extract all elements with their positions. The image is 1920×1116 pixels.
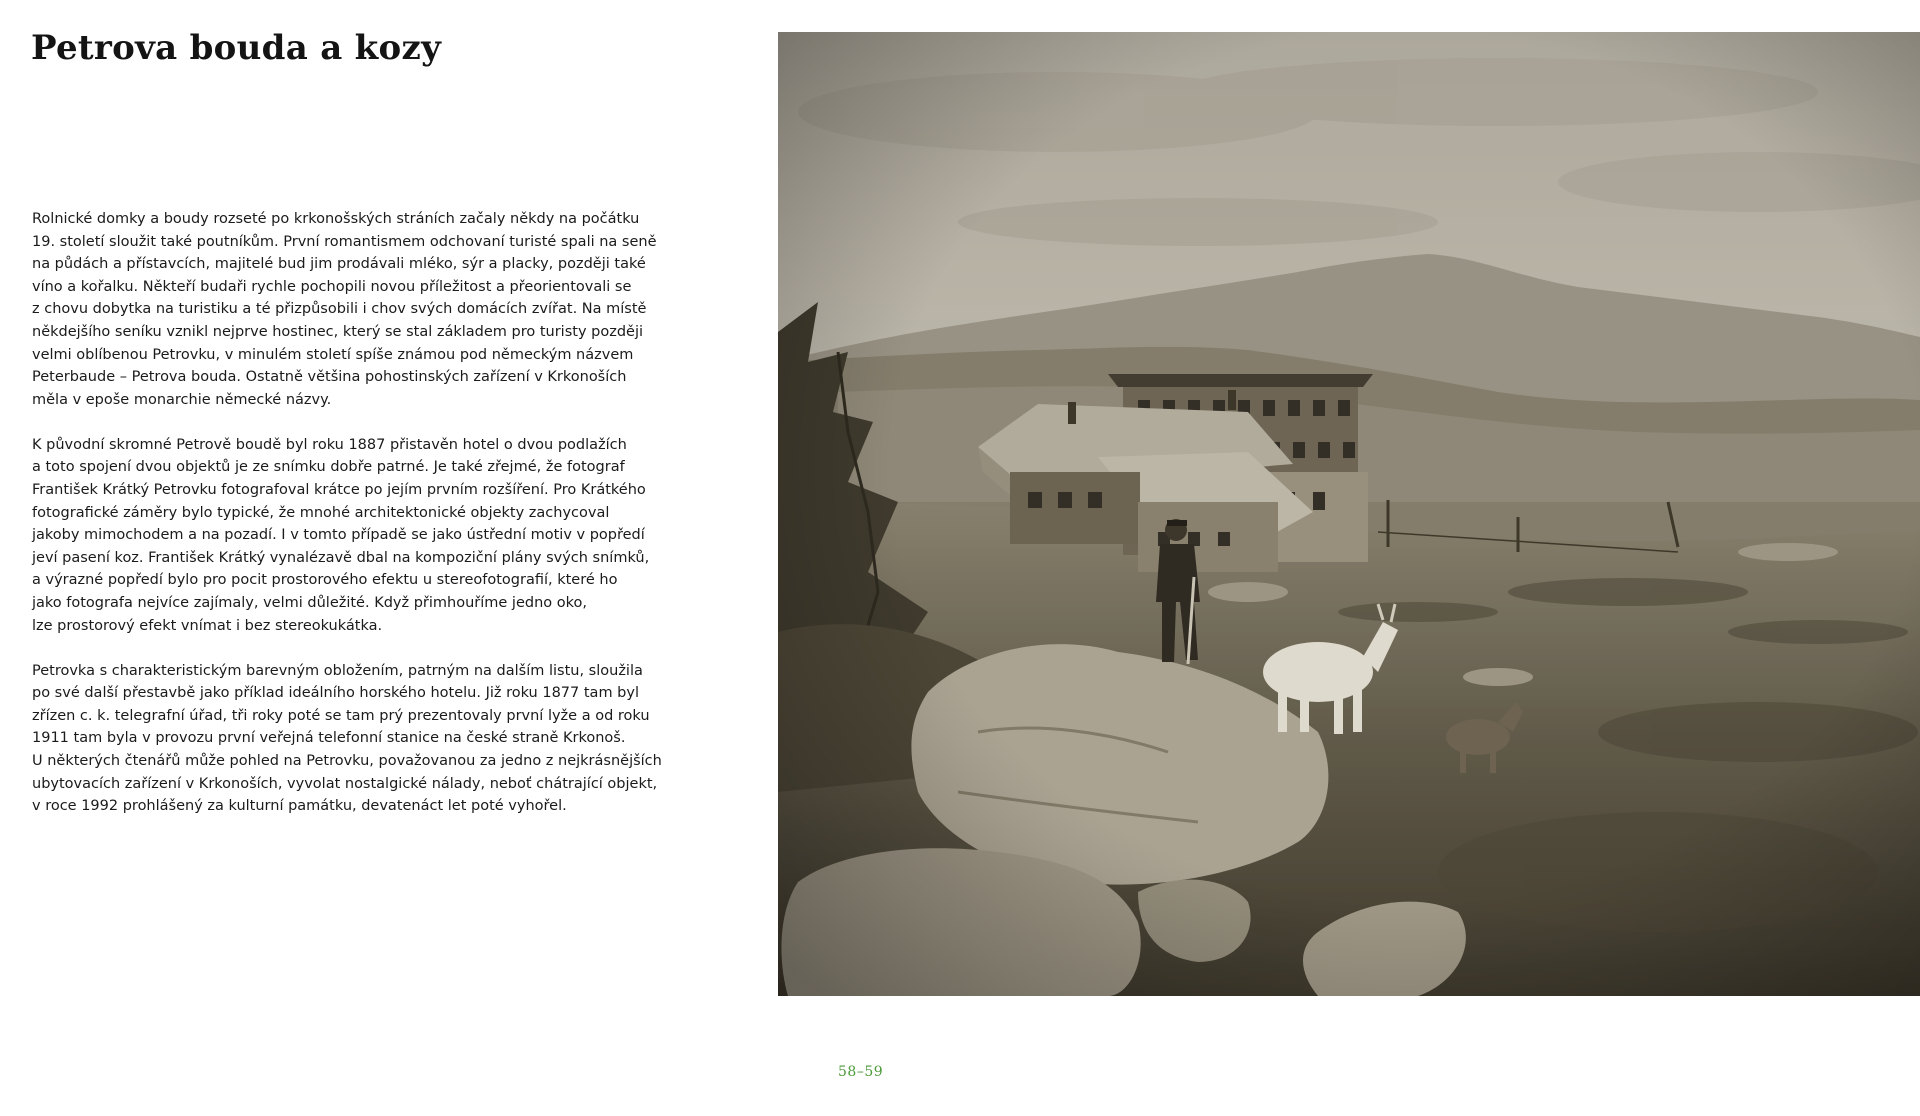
text-line: a výrazné popředí bylo pro pocit prostorového efektu u stereofotografií, které ho <box>32 572 618 589</box>
text-line: U některých čtenářů může pohled na Petrovku, považovanou za jedno z nejkrásnějších <box>32 753 662 770</box>
page-title: Petrova bouda a kozy <box>31 28 442 68</box>
paragraph <box>32 660 712 818</box>
body-text <box>32 208 712 840</box>
text-line: z chovu dobytka na turistiku a té přizpůsobili i chov svých domácích zvířat. Na místě <box>32 301 647 318</box>
historic-photo <box>778 32 1920 996</box>
text-line: v roce 1992 prohlášený za kulturní památku, devatenáct let poté vyhořel. <box>32 798 567 815</box>
text-line: fotografické záměry bylo typické, že mnohé architektonické objekty zachycoval <box>32 504 610 521</box>
text-line: Peterbaude – Petrova bouda. Ostatně většina pohostinských zařízení v Krkonoších <box>32 369 627 386</box>
text-line: měla v epoše monarchie německé názvy. <box>32 391 332 408</box>
page-number: 58–59 <box>838 1064 884 1080</box>
paragraph <box>32 208 712 411</box>
text-line: jakoby mimochodem a na pozadí. I v tomto případě se jako ústřední motiv v popředí <box>32 527 645 544</box>
text-line: jako fotografa nejvíce zajímaly, velmi důležité. Když přimhouříme jedno oko, <box>32 595 587 611</box>
text-line: ubytovacích zařízení v Krkonoších, vyvolat nostalgické nálady, neboť chátrající objekt, <box>32 775 658 792</box>
text-line: a toto spojení dvou objektů je ze snímku dobře patrné. Je také zřejmé, že fotograf <box>32 459 625 476</box>
text-line: velmi oblíbenou Petrovku, v minulém století spíše známou pod německým názvem <box>32 346 634 363</box>
text-line: 19. století sloužit také poutníkům. První romantismem odchovaní turisté spali na seně <box>32 233 657 250</box>
text-line: víno a kořalku. Někteří budaři rychle pochopili novou příležitost a přeorientovali se <box>32 278 632 295</box>
paragraph <box>32 434 712 637</box>
text-line: zřízen c. k. telegrafní úřad, tři roky poté se tam prý prezentovaly první lyže a od roku <box>32 707 650 724</box>
text-line: 1911 tam byla v provozu první veřejná telefonní stanice na české straně Krkonoš. <box>32 730 626 747</box>
text-line: Rolnické domky a boudy rozseté po krkonošských stráních začaly někdy na počátku <box>32 211 640 227</box>
text-line: po své další přestavbě jako příklad ideálního horského hotelu. Již roku 1877 tam byl <box>32 685 639 702</box>
text-line: někdejšího seníku vznikl nejprve hostinec, který se stal základem pro turisty později <box>32 323 644 340</box>
text-line: jeví pasení koz. František Krátký vynalézavě dbal na kompoziční plány svých snímků, <box>32 549 650 566</box>
text-line: Petrovka s charakteristickým barevným obložením, patrným na dalším listu, sloužila <box>32 662 643 679</box>
text-line: František Krátký Petrovku fotografoval krátce po jejím prvním rozšíření. Pro Krátkého <box>32 482 646 499</box>
photo-illustration <box>778 32 1920 996</box>
text-line: lze prostorový efekt vnímat i bez stereokukátka. <box>32 617 383 634</box>
text-line: na půdách a přístavcích, majitelé bud jim prodávali mléko, sýr a placky, později také <box>32 256 646 273</box>
text-line: K původní skromné Petrově boudě byl roku 1887 přistavěn hotel o dvou podlažích <box>32 436 627 453</box>
